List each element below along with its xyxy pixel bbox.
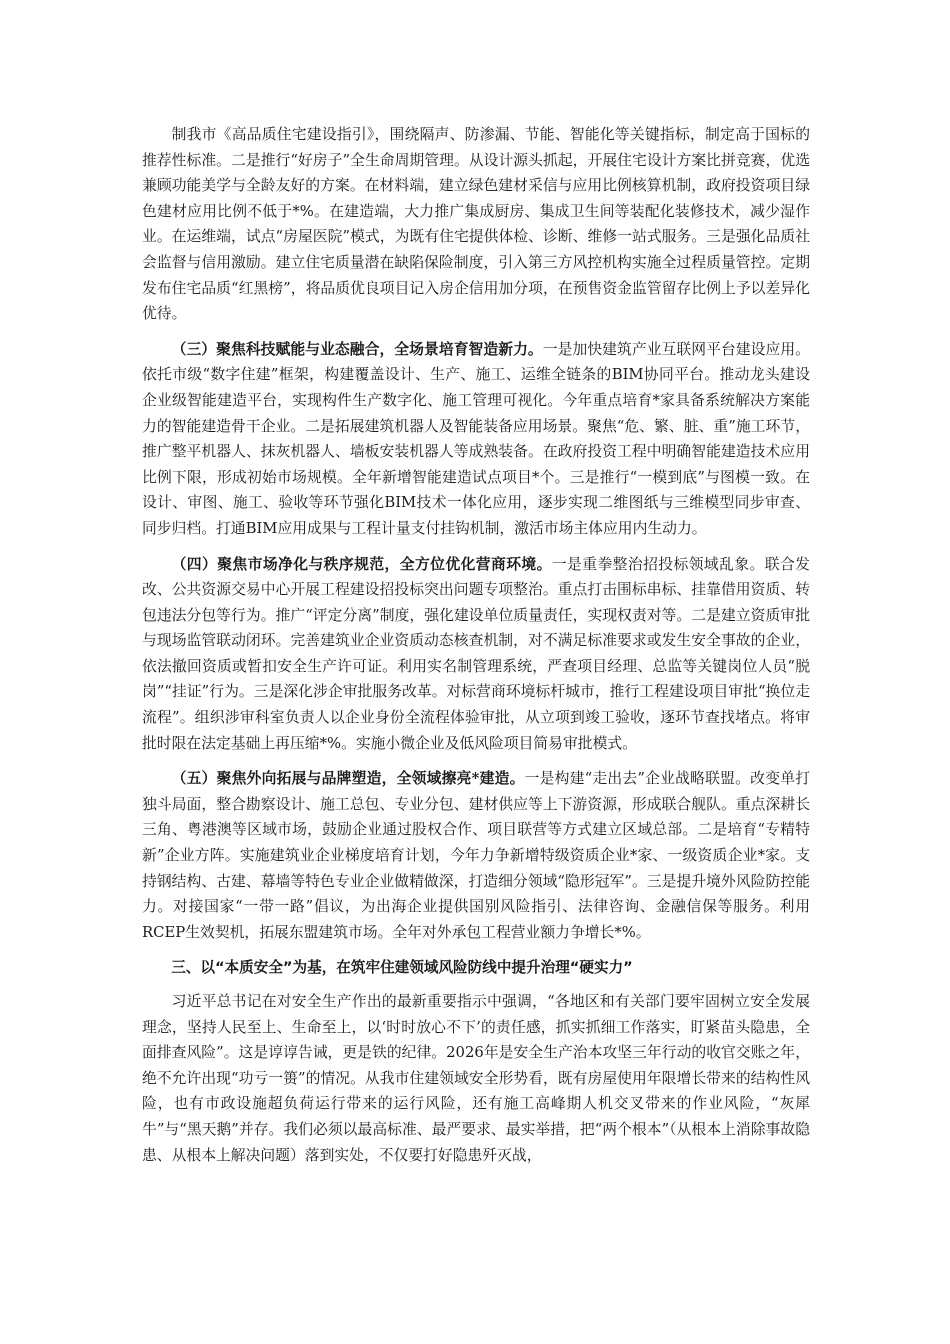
paragraph-text: 一是加快建筑产业互联网平台建设应用。依托市级“数字住建”框架，构建覆盖设计、生产、施工、运维全链条的BIM协同平台。推动龙头建设企业级智能建造平台，实现构件生产数字化、施工管理可视化。今年重点培育*家具备系统解决方案能力的智能建造骨干企业。二是拓展建筑机器人及智能装备应用场景。聚焦“危、繁、脏、重”施工环节，推广整平机器人、抹灰机器人、墙板安装机器人等成熟装备。在政府投资工程中明确智能建造技术应用比例下限，形成初始市场规模。全年新增智能建造试点项目*个。三是推行“一模到底”与图模一致。在设计、审图、施工、验收等环节强化BIM技术一体化应用，逐步实现二维图纸与三维模型同步审查、同步归档。打通BIM应用成果与工程计量支付挂钩机制，激活市场主体应用内生动力。 — [142, 340, 810, 537]
paragraph-text: 一是构建“走出去”企业战略联盟。改变单打独斗局面，整合勘察设计、施工总包、专业分包、建材供应等上下游资源，形成联合舰队。重点深耕长三角、粤港澳等区域市场，鼓励企业通过股权合作、项目联营等方式建立区域总部。二是培育“专精特新”企业方阵。实施建筑业企业梯度培育计划，今年力争新增特级资质企业*家、一级资质企业*家。支持钢结构、古建、幕墙等特色专业企业做精做深，打造细分领域“隐形冠军”。三是提升境外风险防控能力。对接国家“一带一路”倡议，为出海企业提供国别风险指引、法律咨询、金融信保等服务。利用RCEP生效契机，拓展东盟建筑市场。全年对外承包工程营业额力争增长*%。 — [142, 770, 810, 941]
document-body — [142, 122, 810, 1178]
paragraph-housing-quality — [142, 122, 810, 327]
paragraph-lead: （四）聚焦市场净化与秩序规范，全方位优化营商环境。 — [171, 555, 552, 573]
paragraph-text: 一是重拳整治招投标领域乱象。联合发改、公共资源交易中心开展工程建设招投标突出问题专项整治。重点打击围标串标、挂靠借用资质、转包违法分包等行为。推广“评定分离”制度，强化建设单位质量责任，实现权责对等。二是建立资质审批与现场监管联动闭环。完善建筑业企业资质动态核查机制，对不满足标准要求或发生安全事故的企业，依法撤回资质或暂扣安全生产许可证。利用实名制管理系统，严查项目经理、总监等关键岗位人员“脱岗”“挂证”行为。三是深化涉企审批服务改革。对标营商环境标杆城市，推行工程建设项目审批“换位走流程”。组织涉审科室负责人以企业身份全流程体验审批，从立项到竣工验收，逐环节查找堵点。将审批时限在法定基础上再压缩*%。实施小微企业及低风险项目简易审批模式。 — [142, 555, 810, 752]
section-heading: 三、以“本质安全”为基，在筑牢住建领域风险防线中提升治理“硬实力” — [171, 959, 633, 977]
paragraph-external-expansion — [142, 766, 810, 945]
paragraph-text: 习近平总书记在对安全生产作出的最新重要指示中强调，“各地区和有关部门要牢固树立安全发展理念，坚持人民至上、生命至上，以‘时时放心不下’的责任感，抓实抓细工作落实，盯紧苗头隐患，全面排查风险”。这是谆谆告诫，更是铁的纪律。2026年是安全生产治本攻坚三年行动的收官交账之年，绝不允许出现“功亏一篑”的情况。从我市住建领域安全形势看，既有房屋使用年限增长带来的结构性风险，也有市政设施超负荷运行带来的运行风险，还有施工高峰期人机交叉带来的作业风险，“灰犀牛”与“黑天鹅”并存。我们必须以最高标准、最严要求、最实举措，把“两个根本”（从根本上消除事故隐患、从根本上解决问题）落到实处，不仅要打好隐患歼灭战， — [142, 993, 810, 1164]
paragraph-lead: （三）聚焦科技赋能与业态融合，全场景培育智造新力。 — [171, 340, 543, 358]
paragraph-text: 制我市《高品质住宅建设指引》，围绕隔声、防渗漏、节能、智能化等关键指标，制定高于国标的推荐性标准。二是推行“好房子”全生命周期管理。从设计源头抓起，开展住宅设计方案比拼竞赛，优选兼顾功能美学与全龄友好的方案。在材料端，建立绿色建材采信与应用比例核算机制，政府投资项目绿色建材应用比例不低于*%。在建造端，大力推广集成厨房、集成卫生间等装配化装修技术，减少湿作业。在运维端，试点“房屋医院”模式，为既有住宅提供体检、诊断、维修一站式服务。三是强化品质社会监督与信用激励。建立住宅质量潜在缺陷保险制度，引入第三方风控机构实施全过程质量管控。定期发布住宅品质“红黑榜”，将品质优良项目记入房企信用加分项，在预售资金监管留存比例上予以差异化优待。 — [142, 126, 810, 323]
paragraph-safety-intro — [142, 989, 810, 1168]
paragraph-tech-empowerment — [142, 337, 810, 542]
paragraph-lead: （五）聚焦外向拓展与品牌塑造，全领域擦亮*建造。 — [171, 770, 525, 788]
paragraph-market-order — [142, 552, 810, 757]
